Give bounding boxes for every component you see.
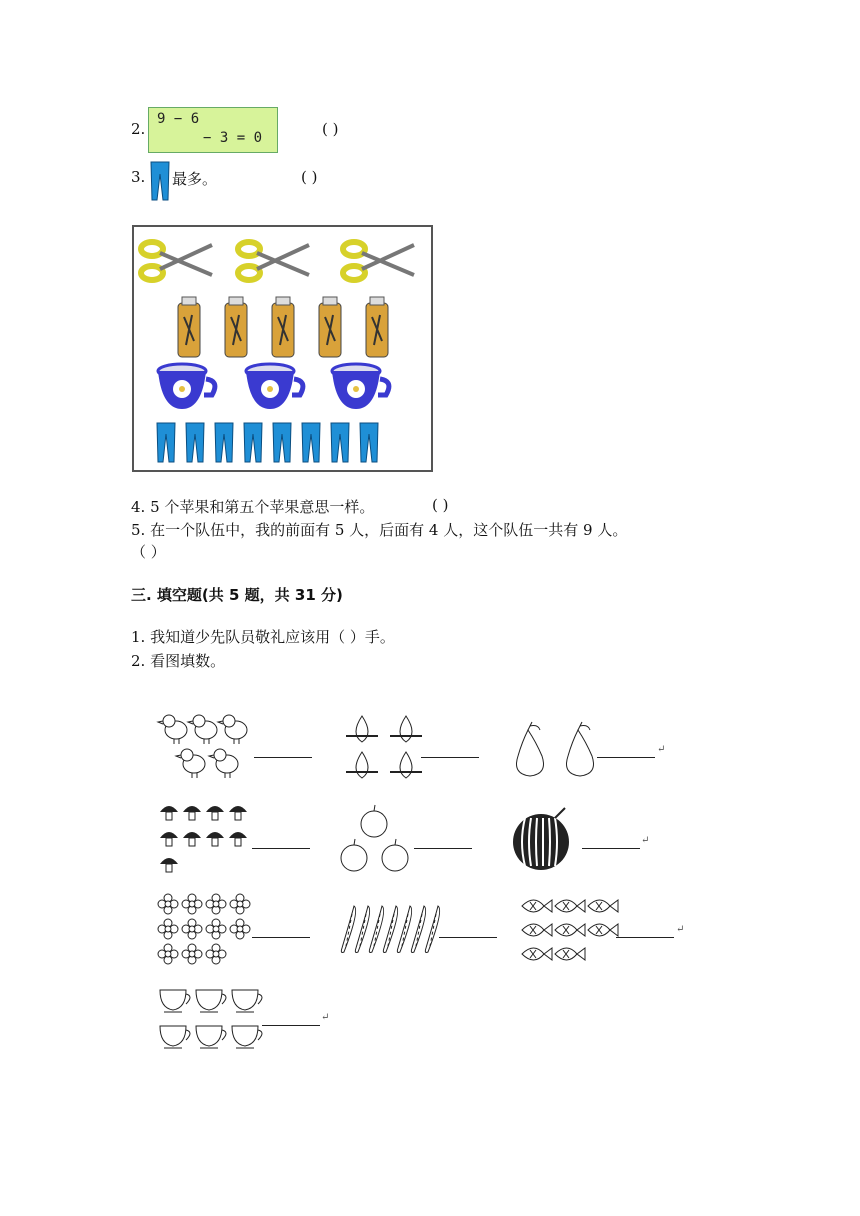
question-2-answer-paren: ( ) (322, 120, 339, 138)
fish-icon (522, 924, 552, 936)
watermelon-icon (513, 808, 569, 870)
chick-icon (209, 749, 238, 778)
answer-blank-chicks[interactable] (254, 756, 312, 758)
apple-icon (361, 805, 387, 837)
fill-question-1: 1. 我知道少先队员敬礼应该用（ ）手。 (131, 628, 395, 646)
bean-icon (411, 906, 425, 953)
question-3-text: 最多。 (172, 170, 218, 188)
question-2-number: 2. (131, 120, 146, 138)
flower-icon (206, 894, 226, 914)
bean-icon (397, 906, 411, 953)
fish-icon (555, 948, 585, 960)
mushroom-icon (160, 832, 178, 846)
return-mark: ↵ (676, 924, 685, 935)
fish-icon (588, 900, 618, 912)
mushroom-icon (160, 858, 178, 872)
fish-icon (588, 924, 618, 936)
chick-icon (218, 715, 247, 744)
bean-icon (341, 906, 355, 953)
teacup-icon (196, 1026, 226, 1048)
answer-blank-teacups[interactable] (262, 1024, 320, 1026)
flower-icon (158, 944, 178, 964)
fill-question-2: 2. 看图填数。 (131, 652, 226, 670)
return-mark: ↵ (641, 835, 650, 846)
answer-blank-beans[interactable] (439, 936, 497, 938)
equation-line-2: − 3 = 0 (203, 130, 263, 146)
teacup-icon (232, 990, 262, 1012)
mushroom-icon (183, 832, 201, 846)
chick-icon (158, 715, 187, 744)
mushroom-icon (206, 806, 224, 820)
teacup-icon (196, 990, 226, 1012)
bean-icon (369, 906, 383, 953)
teacup-icon (232, 1026, 262, 1048)
flower-icon (230, 894, 250, 914)
flower-icon (206, 944, 226, 964)
question-4-answer-paren: ( ) (432, 496, 449, 514)
answer-blank-peaches[interactable] (421, 756, 479, 758)
section-3-heading: 三. 填空题(共 5 题，共 31 分) (131, 586, 343, 604)
flower-icon (158, 894, 178, 914)
equation-line-1: 9 − 6 (157, 111, 200, 127)
flower-icon (182, 919, 202, 939)
mushroom-icon (183, 806, 201, 820)
peach-icon (390, 716, 422, 742)
bean-icon (425, 906, 439, 953)
answer-blank-apples[interactable] (414, 847, 472, 849)
bean-icon (355, 906, 369, 953)
answer-blank-watermelon[interactable] (582, 847, 640, 849)
mushroom-icon (206, 832, 224, 846)
mushroom-icon (229, 806, 247, 820)
fish-icon (555, 924, 585, 936)
flower-icon (158, 919, 178, 939)
fish-icon (555, 900, 585, 912)
answer-blank-fish[interactable] (616, 936, 674, 938)
fish-icon (522, 948, 552, 960)
peach-icon (390, 752, 422, 778)
mushroom-icon (160, 806, 178, 820)
bean-icon (383, 906, 397, 953)
flower-icon (182, 894, 202, 914)
chick-icon (176, 749, 205, 778)
question-3-answer-paren: ( ) (301, 168, 318, 186)
peach-icon (346, 752, 378, 778)
peach-icon (346, 716, 378, 742)
flower-icon (230, 919, 250, 939)
question-4-text: 4. 5 个苹果和第五个苹果意思一样。 (131, 498, 375, 516)
question-3-number: 3. (131, 168, 146, 186)
mushroom-icon (229, 832, 247, 846)
chick-icon (188, 715, 217, 744)
flower-icon (206, 919, 226, 939)
answer-blank-flowers[interactable] (252, 936, 310, 938)
pear-icon (517, 722, 544, 776)
flower-icon (182, 944, 202, 964)
return-mark: ↵ (321, 1012, 330, 1023)
teacup-icon (160, 1026, 190, 1048)
return-mark: ↵ (657, 744, 666, 755)
question-5-answer-paren: （ ） (131, 543, 166, 561)
apple-icon (341, 839, 367, 871)
answer-blank-mushrooms[interactable] (252, 847, 310, 849)
apple-icon (382, 839, 408, 871)
answer-blank-pears[interactable] (597, 756, 655, 758)
fish-icon (522, 900, 552, 912)
teacup-icon (160, 990, 190, 1012)
pear-icon (567, 722, 594, 776)
question-5-text: 5. 在一个队伍中，我的前面有 5 人，后面有 4 人，这个队伍一共有 9 人。 (131, 521, 628, 539)
